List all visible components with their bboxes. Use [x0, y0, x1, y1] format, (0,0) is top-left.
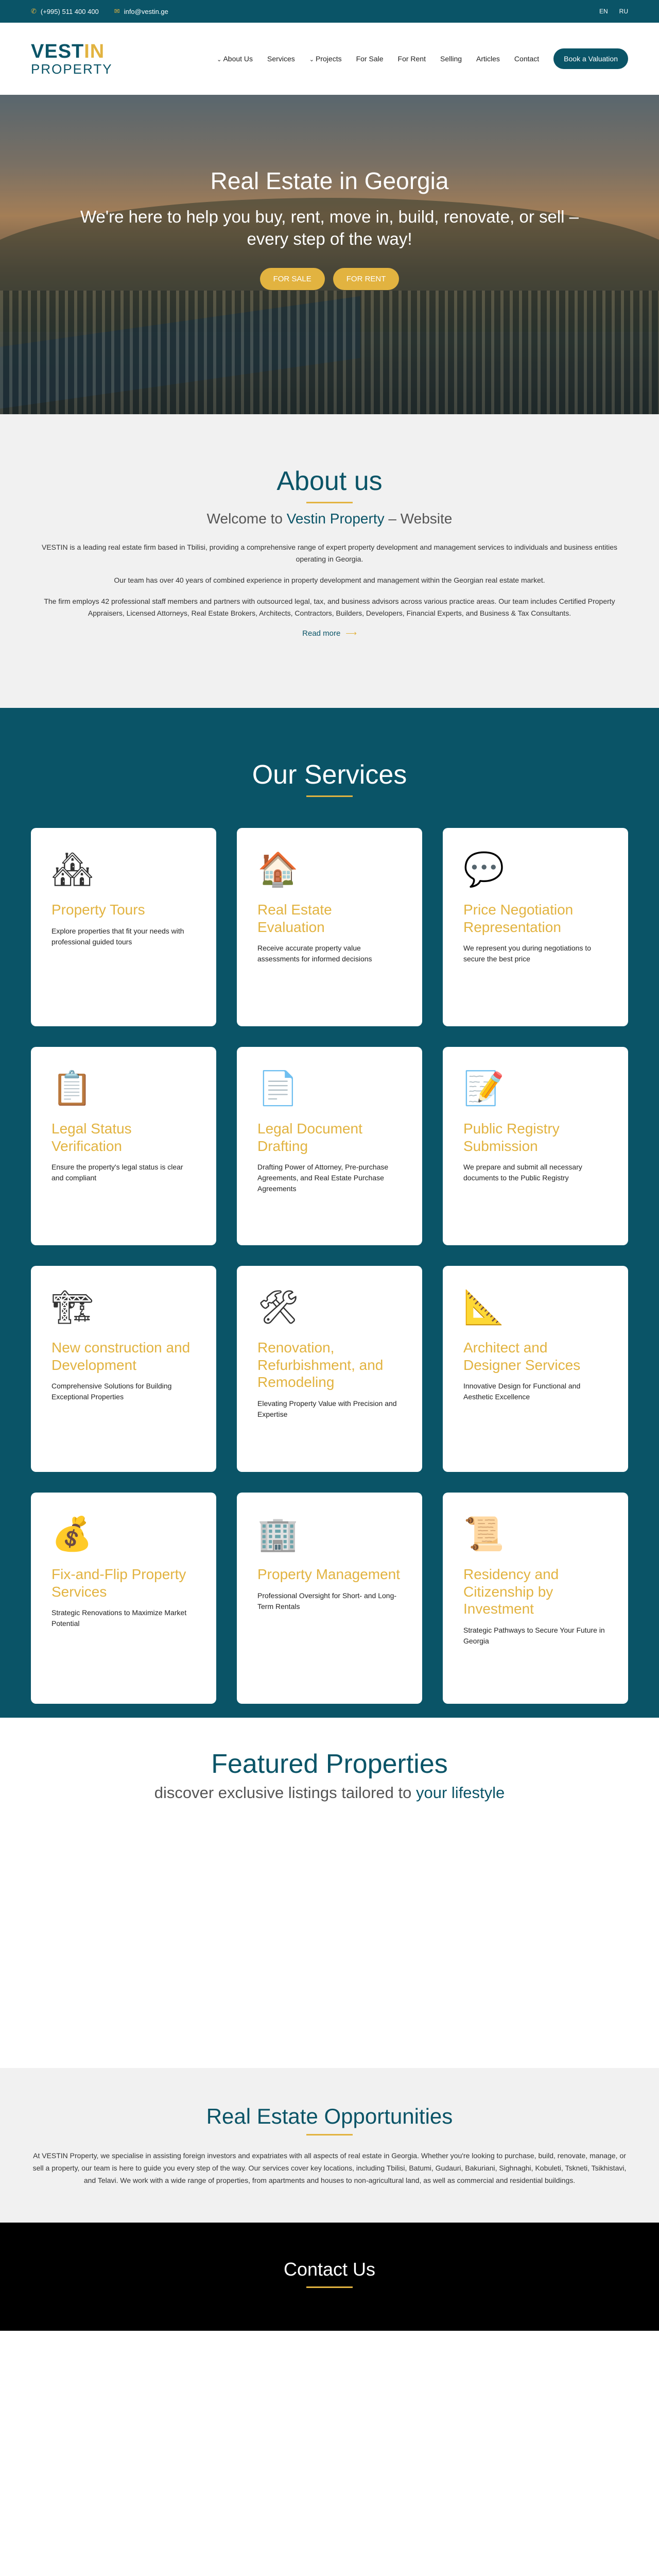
read-more-link[interactable]: Read more ⟶: [302, 629, 357, 638]
arrow-right-icon: ⟶: [345, 629, 357, 638]
nav-for-rent[interactable]: For Rent: [397, 55, 426, 63]
logo-bottom: PROPERTY: [31, 61, 113, 77]
book-valuation-button[interactable]: Book a Valuation: [553, 48, 628, 69]
construction-icon: 🏗: [51, 1289, 94, 1326]
about-p1: VESTIN is a leading real estate firm based in Tbilisi, providing a comprehensive range of expert property development and management services to individuals and business entities operating in Georgia.: [41, 543, 617, 564]
service-title: Real Estate Evaluation: [257, 902, 332, 935]
service-text: Receive accurate property value assessments for informed decisions: [257, 944, 372, 963]
evaluation-icon: 🏠: [257, 851, 299, 888]
top-email[interactable]: [114, 7, 168, 15]
hero-subtitle: We're here to help you buy, rent, move in, build, renovate, or sell – every step of the way!: [80, 207, 579, 248]
service-title: Legal Document Drafting: [257, 1121, 362, 1154]
phone-icon: ✆: [31, 7, 37, 15]
featured-title: Featured Properties: [211, 1749, 448, 1779]
service-title: New construction and Development: [51, 1340, 190, 1373]
top-contacts: [31, 7, 168, 15]
service-text: Ensure the property's legal status is clear and compliant: [51, 1163, 183, 1182]
service-text: Strategic Renovations to Maximize Market Potential: [51, 1608, 187, 1628]
for-sale-button[interactable]: FOR SALE: [260, 268, 325, 290]
about-p2: Our team has over 40 years of combined experience in property development and management within the Georgian real estate market.: [114, 576, 545, 585]
services-grid: [0, 828, 659, 1704]
hero-buttons: [0, 268, 659, 290]
opportunities-section: [0, 2068, 659, 2223]
service-text: We represent you during negotiations to secure the best price: [463, 944, 592, 963]
about-subtitle: Welcome to Vestin Property – Website: [206, 511, 453, 527]
hero-content: [0, 95, 659, 290]
service-title: Property Tours: [51, 902, 145, 918]
about-p3: The firm employs 42 professional staff members and partners with outsourced legal, tax, and business advisors across various practice areas. Our team includes Certified Property Appraisers, Licensed Attorneys, Real Estate Brokers, Architects, Contractors, Builders, Developers, Financial Experts, and Business & Tax Consultants.: [44, 597, 615, 618]
hero-title: Real Estate in Georgia: [210, 167, 449, 194]
service-title: Residency and Citizenship by Investment: [463, 1566, 559, 1617]
service-card[interactable]: [237, 1493, 422, 1704]
service-title: Public Registry Submission: [463, 1121, 560, 1154]
service-text: Explore properties that fit your needs with professional guided tours: [51, 926, 184, 946]
nav-services[interactable]: Services: [267, 55, 295, 63]
service-title: Legal Status Verification: [51, 1121, 132, 1154]
service-card[interactable]: [443, 828, 628, 1026]
services-title: Our Services: [252, 760, 407, 790]
negotiation-icon: 💬: [463, 851, 505, 888]
logo-top: VESTIN: [31, 41, 105, 62]
service-card[interactable]: [237, 1266, 422, 1472]
flip-icon: 💰: [51, 1515, 93, 1552]
top-bar: [0, 0, 659, 23]
contact-banner: [0, 2223, 659, 2331]
nav-articles[interactable]: Articles: [476, 55, 500, 63]
services-section: [0, 708, 659, 1718]
management-icon: 🏢: [257, 1515, 299, 1552]
service-title: Price Negotiation Representation: [463, 902, 574, 935]
service-title: Fix-and-Flip Property Services: [51, 1566, 186, 1600]
featured-section: [0, 1718, 659, 2068]
mail-icon: ✉: [114, 7, 120, 15]
registry-icon: 📝: [463, 1070, 505, 1107]
services-divider: [306, 795, 353, 797]
about-text: [31, 541, 628, 619]
service-title: Architect and Designer Services: [463, 1340, 581, 1373]
service-card[interactable]: [31, 828, 216, 1026]
contact-form-area: [0, 2331, 659, 2576]
service-text: Strategic Pathways to Secure Your Future in Georgia: [463, 1625, 605, 1645]
service-card[interactable]: [237, 1047, 422, 1245]
hero-section: [0, 95, 659, 414]
service-text: Innovative Design for Functional and Aesthetic Excellence: [463, 1382, 581, 1401]
contact-title: Contact Us: [283, 2259, 376, 2280]
service-card[interactable]: [443, 1493, 628, 1704]
service-text: We prepare and submit all necessary documents to the Public Registry: [463, 1163, 582, 1182]
nav-projects[interactable]: ⌄ Projects: [309, 55, 342, 63]
site-logo[interactable]: [31, 42, 113, 76]
service-title: Property Management: [257, 1566, 401, 1582]
nav-about[interactable]: ⌄ About Us: [217, 55, 253, 63]
main-nav: [217, 48, 628, 69]
top-phone-text: (+995) 511 400 400: [40, 7, 99, 15]
service-card[interactable]: [31, 1047, 216, 1245]
featured-tagline: discover exclusive listings tailored to your lifestyle: [154, 1784, 505, 1802]
service-card[interactable]: [443, 1266, 628, 1472]
service-text: Drafting Power of Attorney, Pre-purchase Agreements, and Real Estate Purchase Agreements: [257, 1163, 389, 1193]
service-card[interactable]: [443, 1047, 628, 1245]
contact-divider: [306, 2286, 353, 2288]
opportunities-text: At VESTIN Property, we specialise in assisting foreign investors and expatriates with all aspects of real estate in Georgia. Whether you're looking to purchase, build, renovate, manage, or sell a property, our team is here to guide you every step of the way. Our services cover key locations, including Tbilisi, Batumi, Gudauri, Bakuriani, Sighnaghi, Kobuleti, Tskneti, Tsikhistavi, and Telavi. We work with a wide range of properties, from apartments and houses to non-agricultural land, as well as commercial and residential buildings.: [32, 2151, 627, 2184]
document-icon: 📄: [257, 1070, 299, 1107]
top-phone[interactable]: [31, 7, 99, 15]
architect-icon: 📐: [463, 1289, 505, 1326]
tour-icon: 🏘: [51, 851, 94, 888]
legal-icon: 📋: [51, 1070, 93, 1107]
about-divider: [306, 502, 353, 503]
renovation-icon: 🛠: [257, 1289, 300, 1326]
service-text: Comprehensive Solutions for Building Exceptional Properties: [51, 1382, 172, 1401]
opportunities-divider: [306, 2134, 353, 2136]
nav-selling[interactable]: Selling: [440, 55, 462, 63]
service-text: Elevating Property Value with Precision and Expertise: [257, 1399, 397, 1418]
lang-ru[interactable]: RU: [619, 8, 628, 15]
service-card[interactable]: [237, 828, 422, 1026]
top-email-text: info@vestin.ge: [124, 7, 168, 15]
service-title: Renovation, Refurbishment, and Remodeling: [257, 1340, 384, 1391]
opportunities-title: Real Estate Opportunities: [206, 2104, 453, 2128]
lang-en[interactable]: EN: [599, 8, 608, 15]
service-card[interactable]: [31, 1266, 216, 1472]
language-switcher: [599, 8, 628, 15]
nav-contact[interactable]: Contact: [514, 55, 540, 63]
header: [0, 23, 659, 95]
service-text: Professional Oversight for Short- and Long-Term Rentals: [257, 1591, 397, 1611]
citizenship-icon: 📜: [463, 1515, 505, 1552]
for-rent-button[interactable]: FOR RENT: [333, 268, 400, 290]
about-title: About us: [276, 466, 383, 496]
nav-for-sale[interactable]: For Sale: [356, 55, 384, 63]
about-section: [0, 414, 659, 708]
service-card[interactable]: [31, 1493, 216, 1704]
